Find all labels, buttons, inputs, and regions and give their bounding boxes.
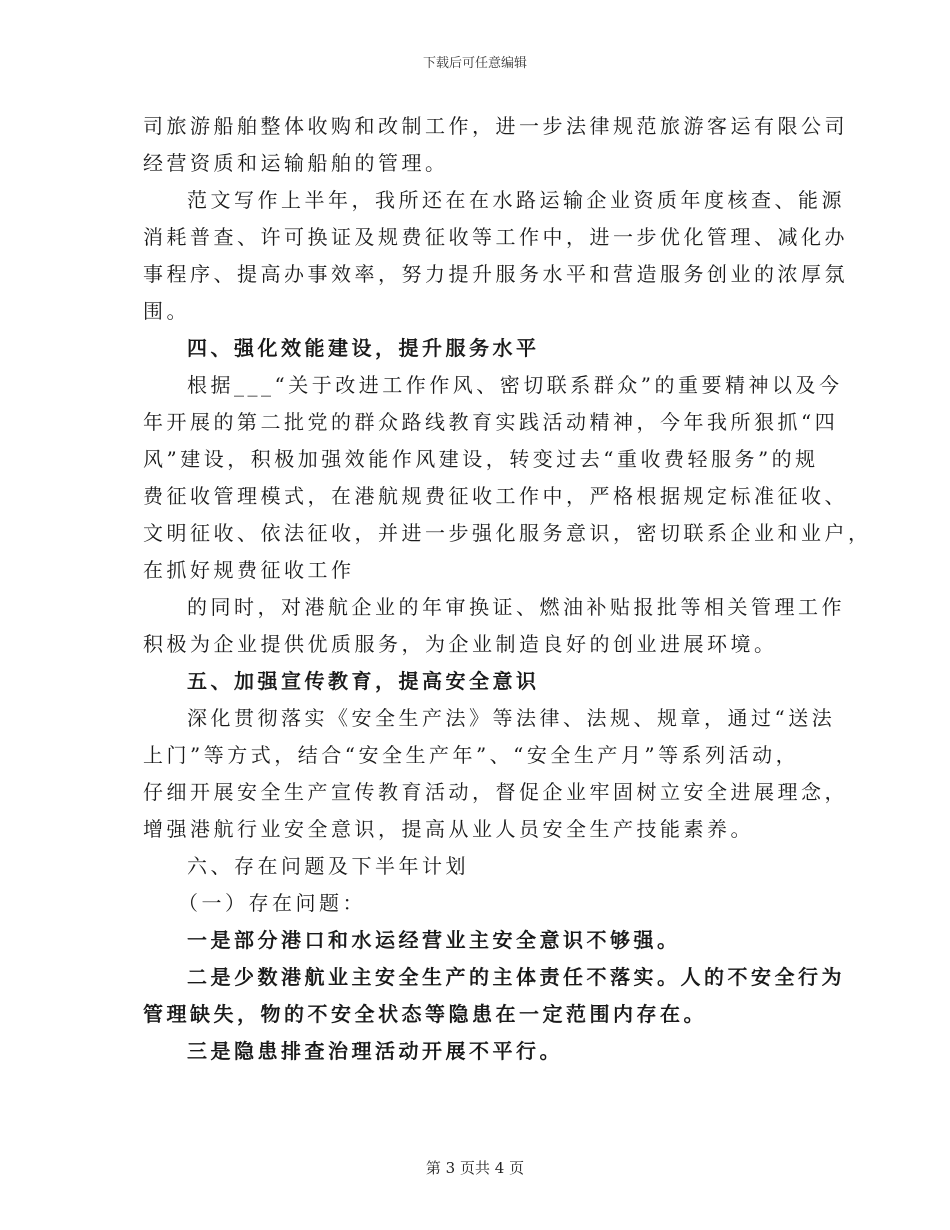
text-line: 范文写作上半年，我所还在在水路运输企业资质年度核查、能源 (187, 188, 845, 212)
text-line: 根据___“关于改进工作作风、密切联系群众”的重要精神以及今 (187, 373, 843, 397)
text-line: 仔细开展安全生产宣传教育活动，督促企业牢固树立安全进展理念， (143, 780, 848, 804)
document-body (143, 108, 872, 1070)
text-line: 上门”等方式，结合“安全生产年”、“安全生产月”等系列活动， (143, 743, 800, 767)
section-heading: 四、强化效能建设，提升服务水平 (187, 336, 540, 360)
text-line: 消耗普查、许可换证及规费征收等工作中，进一步优化管理、减化办 (143, 225, 848, 249)
text-line: 围。 (143, 299, 190, 323)
text-line: 司旅游船舶整体收购和改制工作，进一步法律规范旅游客运有限公司 (143, 114, 848, 138)
text-line: 增强港航行业安全意识，提高从业人员安全生产技能素养。 (143, 817, 754, 841)
section-heading: 五、加强宣传教育，提高安全意识 (187, 669, 540, 693)
text-line: 风”建设，积极加强效能作风建设，转变过去“重收费轻服务”的规 (143, 447, 819, 471)
page-footer: 第 3 页共 4 页 (425, 1159, 525, 1177)
text-line: 文明征收、依法征收，并进一步强化服务意识，密切联系企业和业户， (143, 521, 872, 545)
subsection-heading: （一）存在问题： (178, 891, 366, 915)
text-line: 三是隐患排查治理活动开展不平行。 (187, 1039, 563, 1063)
text-line: 年开展的第二批党的群众路线教育实践活动精神，今年我所狠抓“四 (143, 410, 839, 434)
section-heading: 六、存在问题及下半年计划 (187, 854, 469, 878)
text-line: 深化贯彻落实《安全生产法》等法律、法规、规章，通过“送法 (187, 706, 836, 730)
text-line: 的同时，对港航企业的年审换证、燃油补贴报批等相关管理工作 (187, 595, 845, 619)
text-line: 在抓好规费征收工作 (143, 558, 355, 582)
text-line: 事程序、提高办事效率，努力提升服务水平和营造服务创业的浓厚氛 (143, 262, 848, 286)
page-header: 下载后可任意编辑 (422, 56, 527, 71)
text-line: 管理缺失，物的不安全状态等隐患在一定范围内存在。 (143, 1002, 707, 1026)
text-line: 积极为企业提供优质服务，为企业制造良好的创业进展环境。 (143, 632, 778, 656)
text-line: 费征收管理模式，在港航规费征收工作中，严格根据规定标准征收、 (143, 484, 848, 508)
text-line: 经营资质和运输船舶的管理。 (143, 151, 449, 175)
text-line: 一是部分港口和水运经营业主安全意识不够强。 (187, 928, 681, 952)
text-line: 二是少数港航业主安全生产的主体责任不落实。人的不安全行为 (187, 965, 845, 989)
